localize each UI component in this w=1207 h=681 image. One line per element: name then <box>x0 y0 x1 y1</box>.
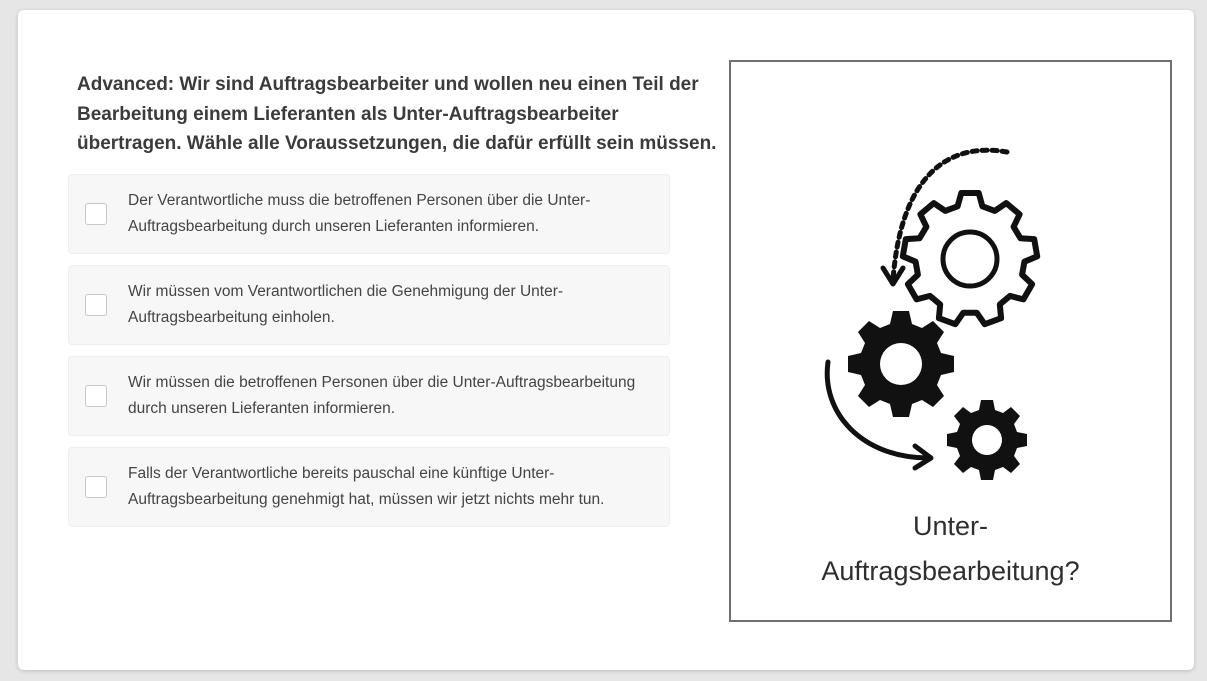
answer-option[interactable] <box>68 447 670 527</box>
caption-line-2: Auftragsbearbeitung? <box>821 556 1080 586</box>
answer-option[interactable] <box>68 356 670 436</box>
option-checkbox[interactable] <box>85 203 107 225</box>
answer-option[interactable] <box>68 174 670 254</box>
answer-options <box>68 174 670 538</box>
question-text: Advanced: Wir sind Auftragsbearbeiter und wollen neu einen Teil der Bearbeitung einem Lieferanten als Unter-Auftragsbearbeiter übertragen. Wähle alle Voraussetzungen, die dafür erfüllt sein müssen. <box>77 74 717 154</box>
illustration-caption <box>731 504 1170 594</box>
quiz-card <box>18 10 1194 670</box>
option-checkbox[interactable] <box>85 385 107 407</box>
option-label: Falls der Verantwortliche bereits pauschal eine künftige Unter-Auftragsbearbeitung genehmigt hat, müssen wir jetzt nichts mehr tun. <box>128 465 605 508</box>
option-label: Wir müssen vom Verantwortlichen die Genehmigung der Unter-Auftragsbearbeitung einholen. <box>128 283 564 326</box>
option-checkbox[interactable] <box>85 476 107 498</box>
answer-option[interactable] <box>68 265 670 345</box>
option-checkbox[interactable] <box>85 294 107 316</box>
gears-icon <box>731 62 1170 502</box>
illustration-box <box>729 60 1172 622</box>
option-label: Der Verantwortliche muss die betroffenen Personen über die Unter-Auftragsbearbeitung durch unseren Lieferanten informieren. <box>128 192 591 235</box>
caption-line-1: Unter- <box>912 511 988 541</box>
option-label: Wir müssen die betroffenen Personen über die Unter-Auftragsbearbeitung durch unseren Lieferanten informieren. <box>128 374 636 417</box>
